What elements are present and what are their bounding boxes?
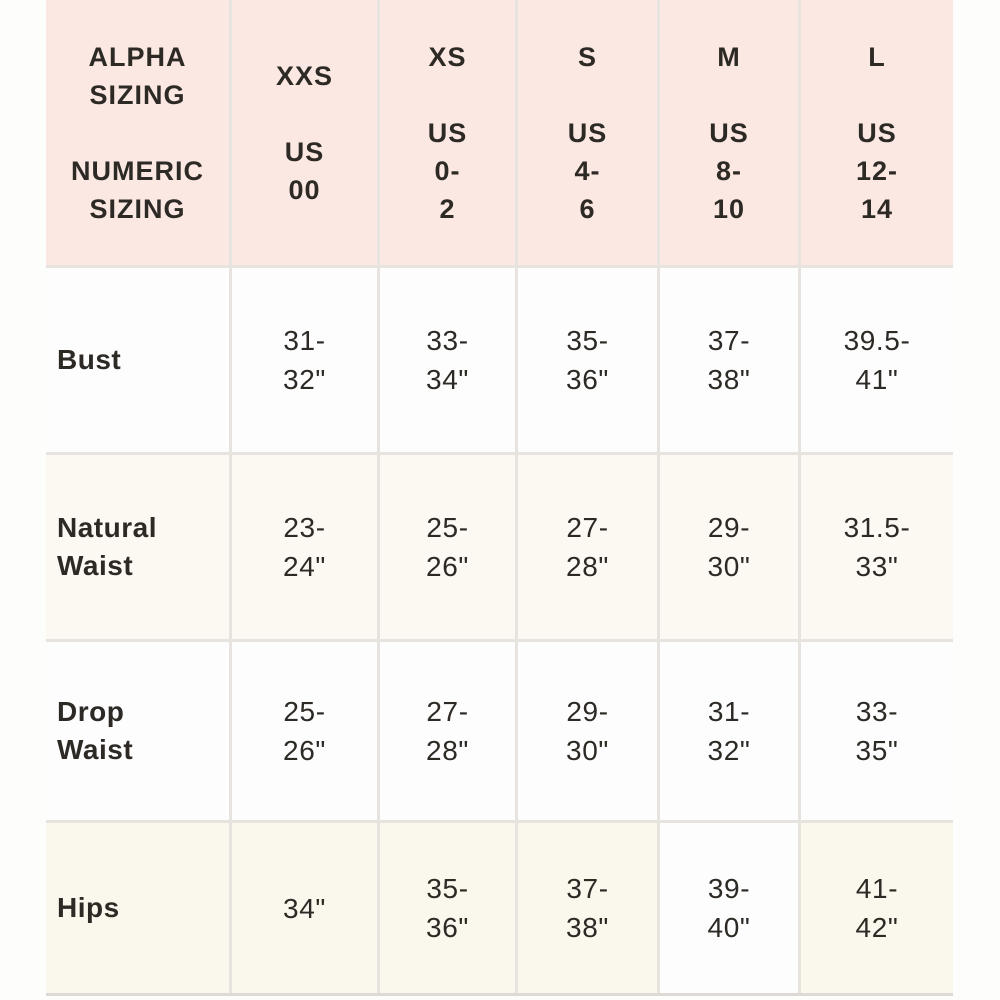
numeric-size-label-m: US 8- 10 <box>709 117 749 224</box>
cell-bust-xs: 33- 34" <box>380 268 515 452</box>
row-label-hips: Hips <box>46 823 229 993</box>
cell-bust-s: 35- 36" <box>518 268 657 452</box>
cell-drop-waist-s: 29- 30" <box>518 642 657 820</box>
cell-hips-xxs: 34" <box>232 823 377 993</box>
cell-bust-m: 37- 38" <box>660 268 798 452</box>
numeric-size-label-xxs: US 00 <box>284 136 325 205</box>
cell-hips-m: 39- 40" <box>660 823 798 993</box>
row-label-bust: Bust <box>46 268 229 452</box>
alpha-size-label-l: L <box>868 41 886 72</box>
cell-hips-l: 41- 42" <box>801 823 953 993</box>
cell-bust-l: 39.5- 41" <box>801 268 953 452</box>
numeric-size-label-s: US 4- 6 <box>567 117 608 224</box>
cell-drop-waist-l: 33- 35" <box>801 642 953 820</box>
cell-hips-xs: 35- 36" <box>380 823 515 993</box>
corner-header-text: ALPHA SIZING NUMERIC SIZING <box>71 41 204 224</box>
row-label-natural-waist: Natural Waist <box>46 455 229 639</box>
row-label-drop-waist: Drop Waist <box>46 642 229 820</box>
cell-drop-waist-m: 31- 32" <box>660 642 798 820</box>
cell-natural-waist-m: 29- 30" <box>660 455 798 639</box>
numeric-size-label-xs: US 0- 2 <box>427 117 468 224</box>
cell-natural-waist-xxs: 23- 24" <box>232 455 377 639</box>
size-chart-table <box>46 0 953 996</box>
cell-natural-waist-l: 31.5- 33" <box>801 455 953 639</box>
cell-natural-waist-xs: 25- 26" <box>380 455 515 639</box>
cell-drop-waist-xxs: 25- 26" <box>232 642 377 820</box>
column-header-xxs <box>232 0 377 265</box>
alpha-size-label-xxs: XXS <box>275 60 334 91</box>
alpha-size-label-m: M <box>717 41 741 72</box>
cell-drop-waist-xs: 27- 28" <box>380 642 515 820</box>
column-header-m <box>660 0 798 265</box>
alpha-size-label-s: S <box>577 41 597 72</box>
alpha-size-label-xs: XS <box>428 41 467 72</box>
cell-bust-xxs: 31- 32" <box>232 268 377 452</box>
cell-hips-s: 37- 38" <box>518 823 657 993</box>
column-header-l <box>801 0 953 265</box>
corner-header-cell <box>46 0 229 265</box>
cell-natural-waist-s: 27- 28" <box>518 455 657 639</box>
numeric-size-label-l: US 12- 14 <box>855 117 899 224</box>
column-header-xs <box>380 0 515 265</box>
column-header-s <box>518 0 657 265</box>
